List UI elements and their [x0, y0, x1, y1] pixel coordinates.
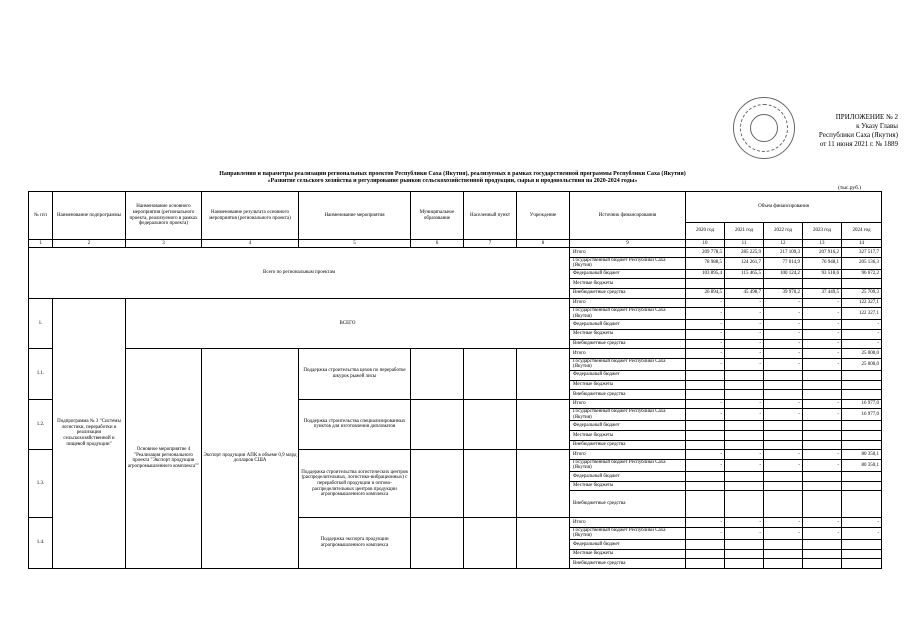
- value-cell: -: [842, 339, 882, 349]
- municipality-cell: [411, 450, 464, 518]
- value-cell: [764, 279, 803, 289]
- row-number: 1.4.: [29, 518, 53, 569]
- header-result: Наименование результата основного мероприятия (регионального проекта): [202, 192, 299, 240]
- value-cell: [803, 559, 842, 569]
- value-cell: 115 465,5: [725, 269, 764, 279]
- column-number: 4: [202, 240, 299, 248]
- value-cell: [725, 491, 764, 518]
- source-label: Местные бюджеты: [570, 549, 686, 559]
- locality-cell: [464, 399, 517, 450]
- value-cell: [803, 491, 842, 518]
- value-cell: [842, 279, 882, 289]
- appendix-line: от 11 июня 2021 г. № 1889: [819, 140, 898, 148]
- appendix-line: к Указу Главы: [856, 122, 898, 130]
- value-cell: [764, 549, 803, 559]
- event-name: Поддержка строительства логистических центров (распределительных, логистико-вибрационных) с переработкой продукции и оптово-распределительных центров продукции агропромышленного комплекса: [299, 450, 411, 518]
- value-cell: -: [803, 329, 842, 339]
- value-cell: [686, 390, 725, 400]
- value-cell: -: [764, 450, 803, 460]
- all-projects-label: Всего по региональным проектам: [29, 248, 570, 299]
- source-label: Государственный бюджет Республики Саха (Якутия): [570, 257, 686, 269]
- column-number: 14: [842, 240, 882, 248]
- header-year: 2024 год: [842, 223, 882, 240]
- header-num: № п/п: [29, 192, 53, 240]
- institution-cell: [517, 518, 570, 569]
- value-cell: [803, 549, 842, 559]
- value-cell: -: [764, 329, 803, 339]
- value-cell: 96 672,2: [842, 269, 882, 279]
- value-cell: -: [686, 399, 725, 409]
- value-cell: -: [764, 358, 803, 370]
- value-cell: 209 778,5: [686, 248, 725, 258]
- source-label: Внебюджетные средства: [570, 440, 686, 450]
- value-cell: 80 350,1: [842, 450, 882, 460]
- value-cell: [686, 491, 725, 518]
- value-cell: -: [686, 518, 725, 528]
- value-cell: 77 014,9: [764, 257, 803, 269]
- value-cell: [803, 472, 842, 482]
- value-cell: -: [725, 409, 764, 421]
- title-line: «Развитие сельского хозяйства и регулирование рынков сельскохозяйственной продукции, сырья и продовольствия на 2020-2024 годы»: [267, 178, 638, 184]
- value-cell: -: [803, 409, 842, 421]
- value-cell: [686, 472, 725, 482]
- value-cell: [725, 440, 764, 450]
- column-number: 11: [725, 240, 764, 248]
- value-cell: [803, 421, 842, 431]
- value-cell: -: [764, 298, 803, 308]
- value-cell: [842, 540, 882, 550]
- value-cell: -: [686, 320, 725, 330]
- result-name: Экспорт продукции АПК в объеме 0,9 млрд долларов США: [202, 349, 299, 569]
- locality-cell: [464, 518, 517, 569]
- source-label: Местные бюджеты: [570, 481, 686, 491]
- value-cell: [803, 279, 842, 289]
- value-cell: 100 124,2: [764, 269, 803, 279]
- value-cell: [842, 380, 882, 390]
- column-number: 9: [570, 240, 686, 248]
- value-cell: -: [764, 518, 803, 528]
- column-number: 7: [464, 240, 517, 248]
- header-municipality: Муниципальное образование: [411, 192, 464, 240]
- column-number: 13: [803, 240, 842, 248]
- value-cell: -: [725, 358, 764, 370]
- value-cell: 25 000,0: [842, 349, 882, 359]
- value-cell: -: [803, 308, 842, 320]
- value-cell: [803, 370, 842, 380]
- source-label: Федеральный бюджет: [570, 472, 686, 482]
- value-cell: -: [764, 339, 803, 349]
- value-cell: [764, 431, 803, 441]
- row-number: 1.1.: [29, 349, 53, 400]
- value-cell: -: [842, 527, 882, 539]
- header-year: 2020 год: [686, 223, 725, 240]
- value-cell: -: [764, 320, 803, 330]
- value-cell: [725, 370, 764, 380]
- value-cell: -: [725, 339, 764, 349]
- source-label: Внебюджетные средства: [570, 288, 686, 298]
- source-label: Внебюджетные средства: [570, 559, 686, 569]
- row-number: 1.2.: [29, 399, 53, 450]
- value-cell: -: [725, 399, 764, 409]
- value-cell: [686, 549, 725, 559]
- source-label: Государственный бюджет Республики Саха (Якутия): [570, 308, 686, 320]
- source-label: Федеральный бюджет: [570, 540, 686, 550]
- appendix-line: ПРИЛОЖЕНИЕ № 2: [835, 113, 898, 121]
- source-label: Федеральный бюджет: [570, 269, 686, 279]
- locality-cell: [464, 349, 517, 400]
- value-cell: [686, 431, 725, 441]
- source-label: Государственный бюджет Республики Саха (Якутия): [570, 459, 686, 471]
- value-cell: [842, 491, 882, 518]
- value-cell: 76 948,1: [803, 257, 842, 269]
- value-cell: -: [764, 349, 803, 359]
- value-cell: -: [725, 298, 764, 308]
- value-cell: -: [686, 450, 725, 460]
- appendix-block: [752, 113, 898, 149]
- value-cell: [764, 491, 803, 518]
- source-label: Итого: [570, 399, 686, 409]
- value-cell: [764, 481, 803, 491]
- value-cell: [842, 549, 882, 559]
- value-cell: 285 225,9: [725, 248, 764, 258]
- value-cell: [764, 472, 803, 482]
- header-source: Источник финансирования: [570, 192, 686, 240]
- value-cell: [842, 481, 882, 491]
- value-cell: -: [764, 399, 803, 409]
- row-number: 1.: [29, 298, 53, 349]
- value-cell: [725, 481, 764, 491]
- value-cell: [725, 390, 764, 400]
- column-number: 8: [517, 240, 570, 248]
- institution-cell: [517, 399, 570, 450]
- value-cell: 80 350,1: [842, 459, 882, 471]
- value-cell: -: [686, 308, 725, 320]
- value-cell: 205 136,3: [842, 257, 882, 269]
- value-cell: -: [803, 298, 842, 308]
- value-cell: 78 988,5: [686, 257, 725, 269]
- source-label: Итого: [570, 450, 686, 460]
- value-cell: 39 970,2: [764, 288, 803, 298]
- value-cell: -: [725, 518, 764, 528]
- source-label: Федеральный бюджет: [570, 320, 686, 330]
- source-label: Государственный бюджет Республики Саха (Якутия): [570, 527, 686, 539]
- value-cell: -: [686, 459, 725, 471]
- column-number: 1: [29, 240, 53, 248]
- value-cell: -: [803, 518, 842, 528]
- value-cell: -: [803, 450, 842, 460]
- source-label: Итого: [570, 248, 686, 258]
- value-cell: [764, 440, 803, 450]
- value-cell: [725, 421, 764, 431]
- header-institution: Учреждение: [517, 192, 570, 240]
- value-cell: [803, 540, 842, 550]
- value-cell: 93 518,6: [803, 269, 842, 279]
- value-cell: [764, 390, 803, 400]
- main-event-name: Основное мероприятие 4 "Реализация регионального проекта "Экспорт продукции агропромышленного комплекса"": [126, 349, 202, 569]
- value-cell: -: [764, 409, 803, 421]
- value-cell: -: [725, 320, 764, 330]
- value-cell: 217 109,3: [764, 248, 803, 258]
- value-cell: 207 916,2: [803, 248, 842, 258]
- value-cell: [686, 421, 725, 431]
- value-cell: [686, 481, 725, 491]
- value-cell: [803, 481, 842, 491]
- value-cell: -: [686, 358, 725, 370]
- value-cell: [764, 370, 803, 380]
- value-cell: [686, 540, 725, 550]
- source-label: Местные бюджеты: [570, 279, 686, 289]
- document-title: [0, 171, 905, 185]
- source-label: Федеральный бюджет: [570, 421, 686, 431]
- value-cell: -: [686, 298, 725, 308]
- value-cell: [842, 390, 882, 400]
- value-cell: [725, 549, 764, 559]
- column-number: 5: [299, 240, 411, 248]
- value-cell: -: [764, 527, 803, 539]
- value-cell: [803, 390, 842, 400]
- value-cell: 16 977,0: [842, 409, 882, 421]
- value-cell: 124 261,7: [725, 257, 764, 269]
- header-subprogram: Наименование подпрограммы: [53, 192, 126, 240]
- source-label: Государственный бюджет Республики Саха (Якутия): [570, 409, 686, 421]
- value-cell: 26 894,5: [686, 288, 725, 298]
- header-year: 2022 год: [764, 223, 803, 240]
- value-cell: 25 000,0: [842, 358, 882, 370]
- source-label: Внебюджетные средства: [570, 390, 686, 400]
- header-funding: Объем финансирования: [686, 192, 882, 223]
- value-cell: [803, 431, 842, 441]
- value-cell: -: [725, 308, 764, 320]
- value-cell: [686, 279, 725, 289]
- value-cell: [842, 559, 882, 569]
- value-cell: -: [842, 329, 882, 339]
- value-cell: [842, 370, 882, 380]
- header-main-event: Наименование основного мероприятия (регионального проекта, реализуемого в рамках федерального проекта): [126, 192, 202, 240]
- value-cell: [842, 472, 882, 482]
- value-cell: [764, 380, 803, 390]
- value-cell: [725, 279, 764, 289]
- value-cell: -: [725, 527, 764, 539]
- source-label: Федеральный бюджет: [570, 370, 686, 380]
- appendix-line: Республики Саха (Якутия): [818, 131, 898, 139]
- column-number: 3: [126, 240, 202, 248]
- institution-cell: [517, 450, 570, 518]
- municipality-cell: [411, 399, 464, 450]
- value-cell: -: [803, 459, 842, 471]
- event-name: Поддержка строительства специализированных пунктов для изготовления дипломатов: [299, 399, 411, 450]
- municipality-cell: [411, 518, 464, 569]
- value-cell: [803, 380, 842, 390]
- value-cell: [803, 440, 842, 450]
- header-year: 2021 год: [725, 223, 764, 240]
- value-cell: [686, 559, 725, 569]
- column-number: 10: [686, 240, 725, 248]
- value-cell: -: [686, 527, 725, 539]
- value-cell: [686, 380, 725, 390]
- value-cell: -: [803, 358, 842, 370]
- source-label: Итого: [570, 298, 686, 308]
- projects-table: [28, 191, 882, 569]
- value-cell: 122 327,1: [842, 298, 882, 308]
- value-cell: -: [842, 320, 882, 330]
- value-cell: -: [686, 329, 725, 339]
- value-cell: [764, 421, 803, 431]
- value-cell: [764, 559, 803, 569]
- value-cell: -: [686, 349, 725, 359]
- header-event: Наименование мероприятия: [299, 192, 411, 240]
- value-cell: -: [686, 339, 725, 349]
- value-cell: 122 327,1: [842, 308, 882, 320]
- value-cell: -: [803, 527, 842, 539]
- column-number: 2: [53, 240, 126, 248]
- value-cell: [686, 370, 725, 380]
- value-cell: 327 517,7: [842, 248, 882, 258]
- header-locality: Населенный пункт: [464, 192, 517, 240]
- municipality-cell: [411, 349, 464, 400]
- value-cell: [686, 440, 725, 450]
- value-cell: -: [725, 459, 764, 471]
- value-cell: [842, 431, 882, 441]
- value-cell: -: [803, 399, 842, 409]
- value-cell: [842, 440, 882, 450]
- value-cell: [725, 540, 764, 550]
- value-cell: -: [725, 450, 764, 460]
- value-cell: -: [725, 329, 764, 339]
- value-cell: [764, 540, 803, 550]
- column-number: 6: [411, 240, 464, 248]
- value-cell: 103 895,4: [686, 269, 725, 279]
- source-label: Внебюджетные средства: [570, 339, 686, 349]
- event-name: Поддержка экспорта продукции агропромышленного комплекса: [299, 518, 411, 569]
- header-year: 2023 год: [803, 223, 842, 240]
- value-cell: 45 498,7: [725, 288, 764, 298]
- value-cell: 16 977,0: [842, 399, 882, 409]
- value-cell: -: [803, 349, 842, 359]
- value-cell: -: [725, 349, 764, 359]
- row-number: 1.3.: [29, 450, 53, 518]
- value-cell: [725, 431, 764, 441]
- column-number: 12: [764, 240, 803, 248]
- value-cell: [725, 559, 764, 569]
- value-cell: -: [803, 339, 842, 349]
- value-cell: -: [764, 459, 803, 471]
- value-cell: -: [842, 518, 882, 528]
- block-total-label: ВСЕГО: [126, 298, 570, 349]
- source-label: Итого: [570, 349, 686, 359]
- value-cell: [725, 472, 764, 482]
- institution-cell: [517, 349, 570, 400]
- value-cell: [842, 421, 882, 431]
- value-cell: -: [686, 409, 725, 421]
- subprogram-name: Подпрограмма № 3 "Системы логистики, переработки и реализации сельскохозяйственной и пищевой продукции": [53, 298, 126, 568]
- source-label: Внебюджетные средства: [570, 491, 686, 518]
- source-label: Местные бюджеты: [570, 329, 686, 339]
- locality-cell: [464, 450, 517, 518]
- source-label: Государственный бюджет Республики Саха (Якутия): [570, 358, 686, 370]
- unit-label: (тыс.руб.): [838, 185, 862, 191]
- source-label: Местные бюджеты: [570, 431, 686, 441]
- value-cell: [725, 380, 764, 390]
- source-label: Итого: [570, 518, 686, 528]
- value-cell: 37 449,5: [803, 288, 842, 298]
- value-cell: -: [803, 320, 842, 330]
- title-line: Направления и параметры реализации региональных проектов Республики Саха (Якутия), реализуемых в рамках государственной программы Республики Саха (Якутия): [219, 171, 686, 177]
- event-name: Поддержка строительства цехов по переработке шкурок рыжей лисы: [299, 349, 411, 400]
- value-cell: -: [764, 308, 803, 320]
- source-label: Местные бюджеты: [570, 380, 686, 390]
- value-cell: 25 709,3: [842, 288, 882, 298]
